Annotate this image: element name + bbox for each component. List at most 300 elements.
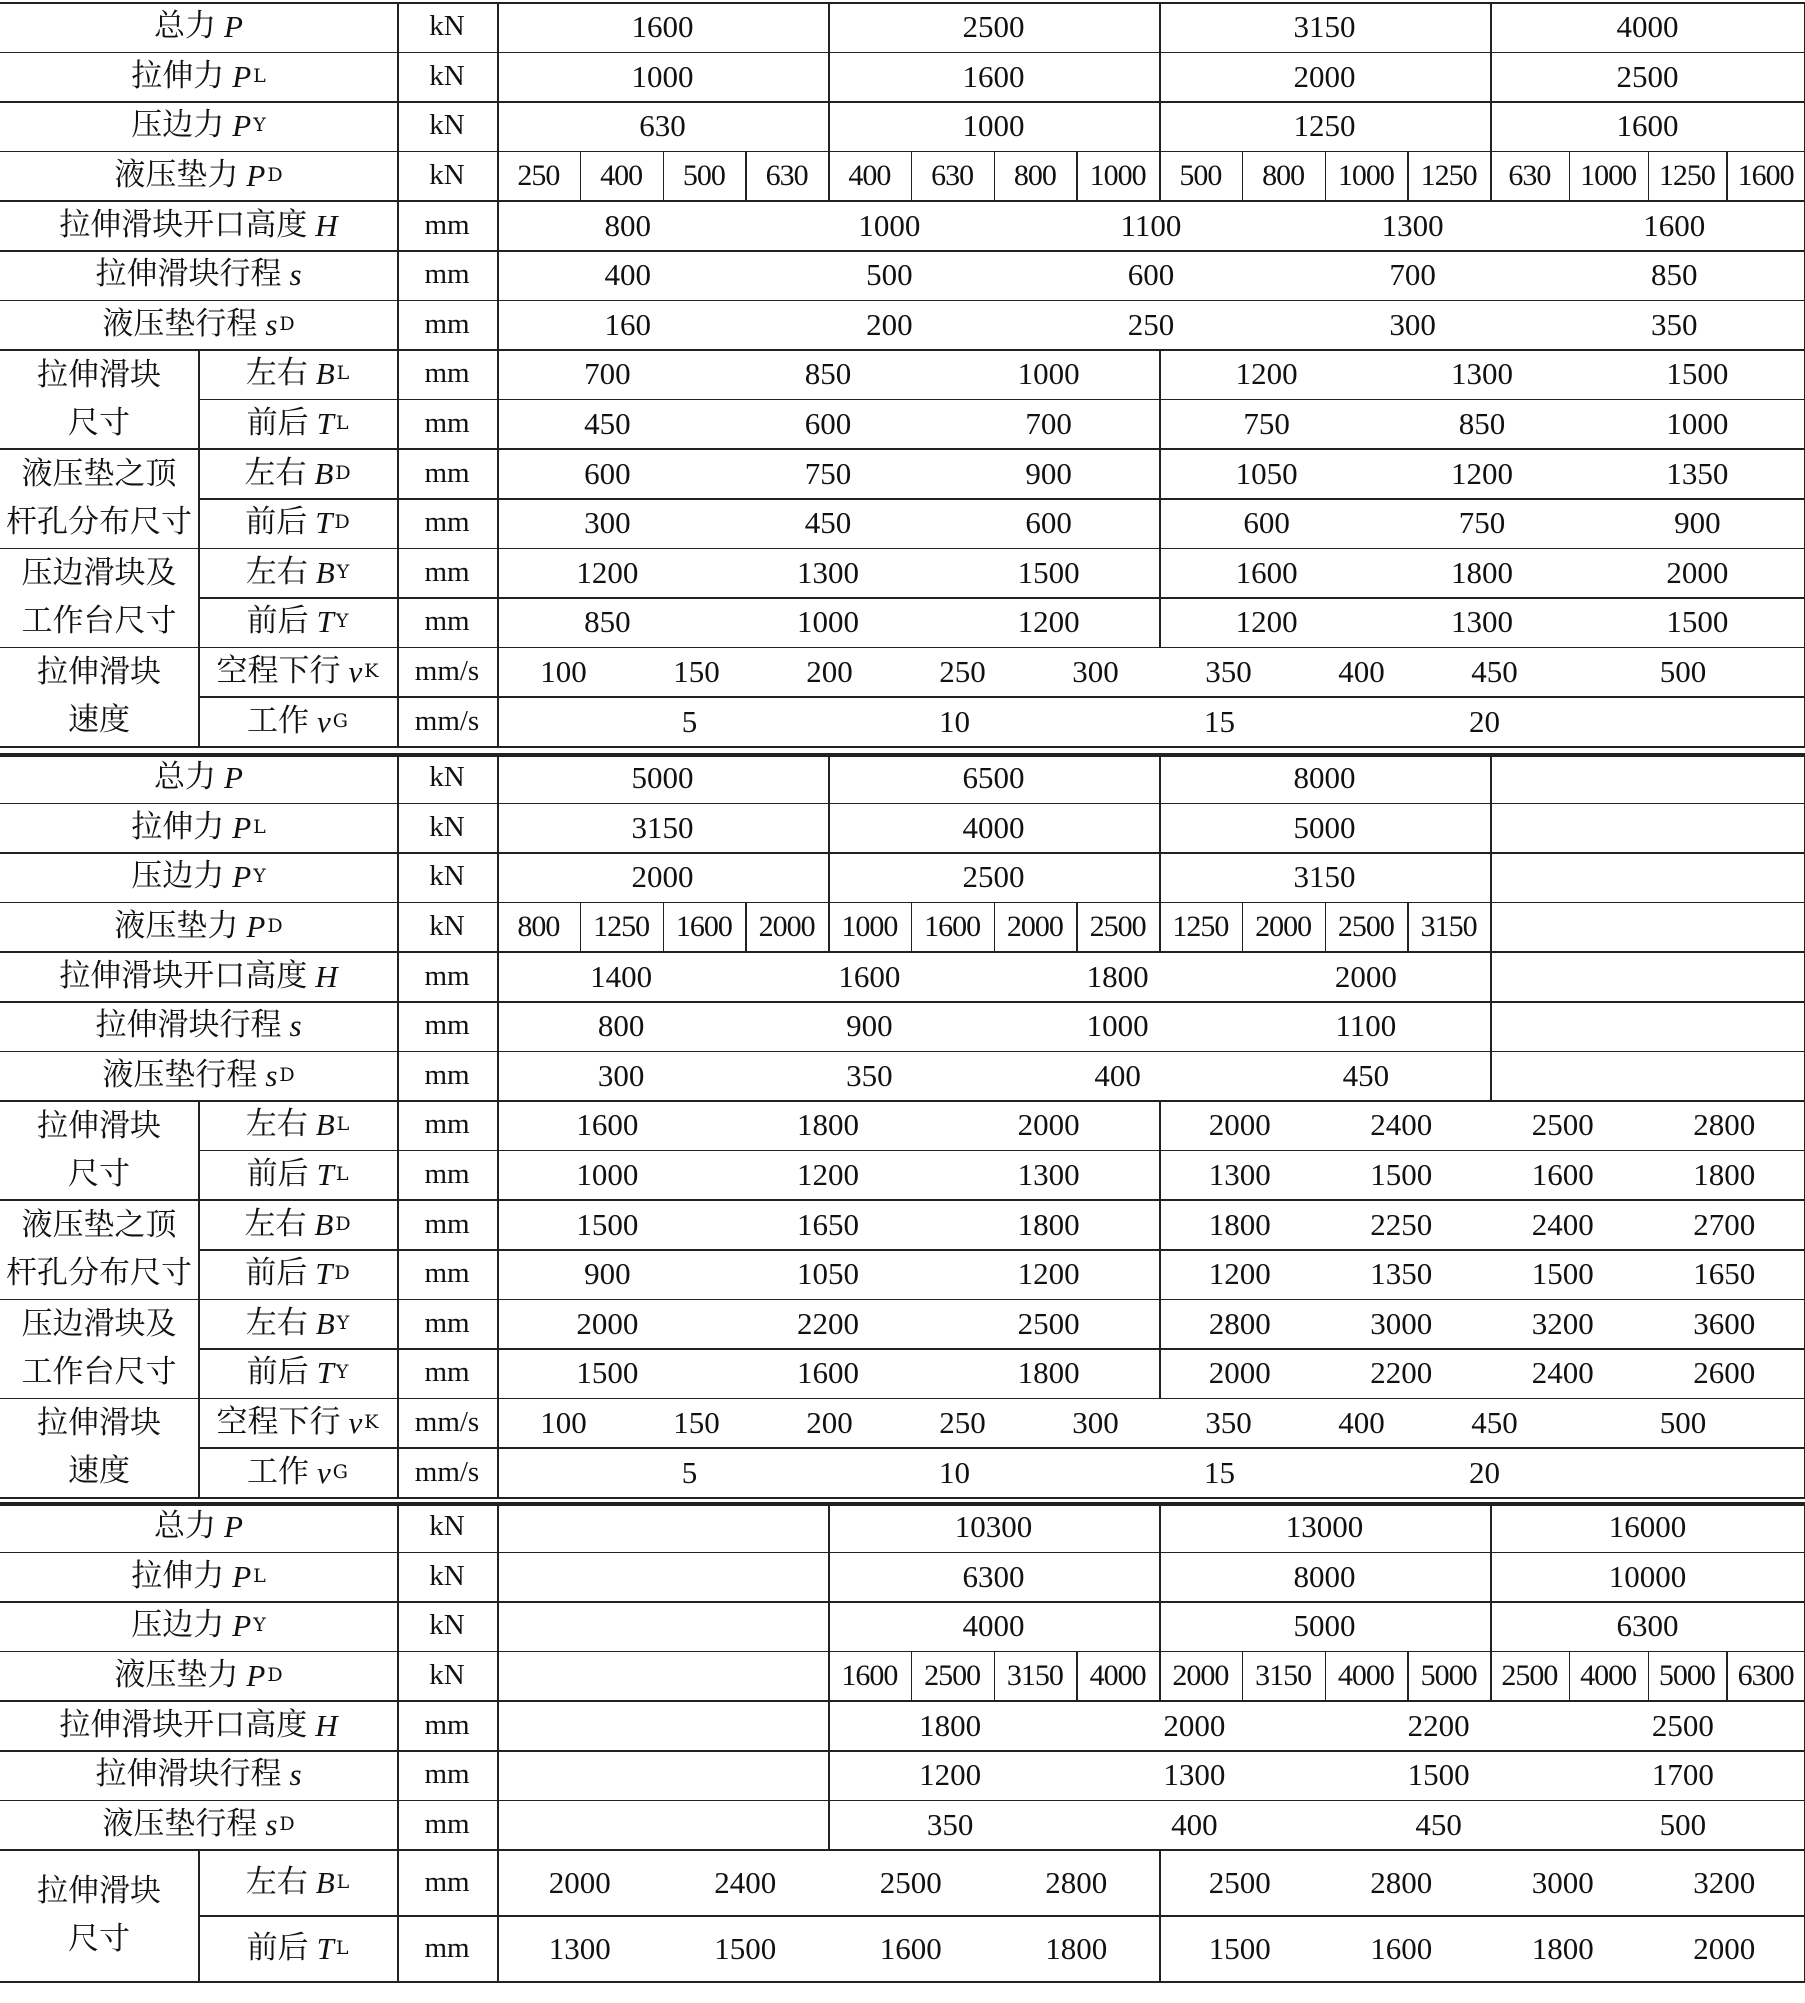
value-cell: 600: [1243, 505, 1290, 541]
value-cell: [1490, 803, 1805, 853]
col-border: [663, 902, 665, 952]
value-cell: 1600: [1737, 158, 1794, 192]
col-border: [1159, 1199, 1161, 1249]
label-subscript: L: [253, 815, 266, 838]
value-cell: 800: [604, 207, 652, 243]
value-cell: 500: [1179, 158, 1222, 192]
group-label: [0, 647, 198, 746]
value-cell: 900: [1674, 505, 1721, 541]
col-border: [397, 1249, 399, 1299]
value-cell: 1600: [879, 1930, 942, 1966]
label-symbol: H: [315, 958, 338, 994]
unit-cell: mm: [424, 1207, 470, 1240]
label-text: 左右: [245, 1863, 308, 1900]
label-subscript: D: [279, 1812, 295, 1835]
value-cell: 2400: [1531, 1206, 1594, 1242]
value-cell: 1000: [796, 604, 859, 640]
col-border: [1490, 1601, 1492, 1651]
label-subscript: D: [267, 164, 283, 187]
label-text: 左右: [245, 553, 308, 590]
value-cell: 1300: [1450, 604, 1513, 640]
value-cell: 2800: [1045, 1864, 1108, 1900]
col-border: [580, 151, 582, 201]
col-border: [1159, 1100, 1161, 1150]
param-label: [0, 951, 397, 1001]
value-cell: 1800: [1208, 1206, 1271, 1242]
label-text: 压边力: [131, 107, 225, 144]
col-border: [1490, 1651, 1492, 1701]
unit-cell: mm: [424, 506, 470, 539]
value-cell: 900: [1025, 455, 1072, 491]
col-border: [1159, 2, 1161, 52]
col-border: [497, 1398, 499, 1448]
value-cell: 1600: [1643, 207, 1706, 243]
group-label-line: 速度: [68, 702, 130, 739]
col-border: [828, 1750, 830, 1800]
label-text: 左右: [245, 1304, 308, 1341]
value-cell: 1600: [838, 958, 901, 994]
label-text: 工作: [247, 1453, 310, 1490]
value-cell: 1000: [858, 207, 921, 243]
col-border: [497, 951, 499, 1001]
label-symbol: v: [348, 1405, 363, 1441]
param-label: [0, 753, 397, 803]
col-border: [1490, 151, 1492, 201]
unit-cell: mm: [424, 407, 470, 440]
value-cell: 2500: [1531, 1107, 1594, 1143]
value-cell: 4000: [962, 809, 1025, 845]
group-label-line: 尺寸: [68, 1921, 130, 1958]
col-border: [1490, 1051, 1492, 1101]
label-text: 空程下行: [216, 1404, 341, 1441]
value-cell: 2800: [1208, 1305, 1271, 1341]
col-border: [1325, 1651, 1327, 1701]
value-cell: 1200: [1208, 1256, 1271, 1292]
value-cell: 300: [597, 1057, 645, 1093]
group-label-line: 拉伸滑块: [37, 1107, 161, 1144]
unit-cell: mm: [424, 1257, 470, 1290]
value-cell: 1300: [1381, 207, 1444, 243]
value-cell: 5: [681, 703, 698, 739]
value-cell: 850: [1458, 406, 1506, 442]
col-border: [497, 250, 499, 300]
value-cell: 1000: [1580, 158, 1637, 192]
label-subscript: L: [335, 412, 349, 435]
col-border: [397, 597, 399, 647]
value-cell: 8000: [1293, 760, 1356, 796]
label-symbol: P: [246, 158, 266, 194]
group-label-line: 液压垫之顶: [21, 1206, 177, 1243]
group-label-line: 尺寸: [68, 1155, 130, 1192]
label-subscript: D: [334, 1262, 350, 1285]
value-cell: 850: [584, 604, 631, 640]
col-border: [397, 1299, 399, 1349]
col-border: [497, 1849, 499, 1915]
value-cell: 1000: [631, 58, 694, 94]
col-border: [497, 1100, 499, 1150]
param-label: [0, 1800, 397, 1850]
value-cell: 1200: [796, 1157, 859, 1193]
value-cell: 3600: [1693, 1305, 1756, 1341]
label-symbol: P: [246, 1658, 266, 1694]
col-border: [397, 1447, 399, 1497]
col-border: [1159, 349, 1161, 399]
col-border: [1490, 803, 1492, 853]
value-cell: 1300: [1017, 1157, 1080, 1193]
value-cell: 1800: [1086, 958, 1149, 994]
group-label-line: 拉伸滑块: [37, 1873, 161, 1910]
col-border: [1490, 1502, 1492, 1552]
value-cell: 2500: [1208, 1864, 1271, 1900]
value-cell: 6300: [962, 1558, 1025, 1594]
label-text: 拉伸滑块开口高度: [59, 206, 308, 243]
col-border: [828, 1651, 830, 1701]
value-cell: 1100: [1120, 207, 1182, 243]
label-symbol: B: [314, 455, 334, 491]
col-border: [497, 52, 499, 102]
label-text: 前后: [246, 603, 309, 640]
value-cell: 450: [1342, 1057, 1390, 1093]
col-border: [828, 902, 830, 952]
col-border: [1648, 1651, 1650, 1701]
value-cell: 4000: [1580, 1658, 1637, 1692]
col-border: [1159, 1502, 1161, 1552]
col-border: [1325, 151, 1327, 201]
value-cell: 4000: [1089, 1658, 1146, 1692]
unit-cell: mm/s: [414, 1406, 480, 1439]
value-cell: 150: [673, 1405, 720, 1441]
label-symbol: s: [289, 1008, 302, 1044]
value-cell: 500: [1659, 1405, 1707, 1441]
label-text: 前后: [246, 405, 309, 442]
value-cell: 2400: [714, 1864, 777, 1900]
value-cell: 15: [1204, 1454, 1235, 1490]
value-cell: 630: [639, 108, 686, 144]
value-cell: 450: [804, 505, 852, 541]
value-cell: 300: [1072, 654, 1119, 690]
sub-label: [198, 1915, 397, 1981]
value-cell: 5000: [1658, 1658, 1715, 1692]
unit-cell: mm: [424, 1807, 470, 1840]
value-cell: 1200: [1450, 455, 1513, 491]
group-label-line: 杆孔分布尺寸: [6, 503, 192, 540]
label-symbol: H: [315, 207, 338, 243]
label-symbol: B: [315, 554, 335, 590]
value-cell: 20: [1469, 1454, 1500, 1490]
group-label-line: 压边滑块及: [21, 555, 177, 592]
value-cell: 8000: [1293, 1558, 1356, 1594]
unit-cell: mm: [424, 258, 470, 291]
col-border: [1407, 1651, 1409, 1701]
col-border: [397, 1800, 399, 1850]
col-border: [497, 1601, 499, 1651]
col-border: [663, 151, 665, 201]
value-cell: 1500: [1017, 554, 1080, 590]
col-border: [1648, 151, 1650, 201]
col-border: [397, 696, 399, 746]
col-border: [497, 1502, 499, 1552]
value-cell: 700: [1389, 257, 1436, 293]
value-cell: 2000: [1693, 1930, 1756, 1966]
col-border: [397, 349, 399, 399]
label-symbol: T: [316, 1930, 334, 1966]
value-cell: 600: [1127, 257, 1175, 293]
col-border: [397, 52, 399, 102]
sub-label: [198, 448, 397, 498]
col-border: [1159, 1249, 1161, 1299]
sub-label: [198, 1447, 397, 1497]
value-cell: 1600: [1616, 108, 1679, 144]
col-border: [1159, 1299, 1161, 1349]
value-cell: 450: [1471, 654, 1518, 690]
value-cell: 1600: [1370, 1930, 1433, 1966]
value-cell: 20: [1469, 703, 1500, 739]
label-symbol: P: [232, 1558, 252, 1594]
value-cell: 200: [806, 1405, 853, 1441]
col-border: [828, 852, 830, 902]
value-cell: 1500: [576, 1206, 639, 1242]
label-symbol: T: [316, 1355, 334, 1391]
label-subscript: Y: [335, 610, 349, 633]
value-cell: 1200: [1017, 604, 1080, 640]
param-label: [0, 1502, 397, 1552]
value-cell: 1250: [1420, 158, 1477, 192]
value-cell: 2500: [962, 9, 1025, 45]
unit-cell: mm: [424, 1356, 470, 1389]
value-cell: 1600: [796, 1355, 859, 1391]
col-border: [397, 753, 399, 803]
value-cell: 6500: [962, 760, 1025, 796]
sub-label: [198, 1249, 397, 1299]
value-cell: 2000: [1334, 958, 1397, 994]
col-border: [497, 1051, 499, 1101]
value-cell: 2500: [924, 1658, 981, 1692]
value-cell: 1250: [593, 909, 650, 943]
col-border: [497, 1552, 499, 1602]
group-label-line: 拉伸滑块: [37, 654, 161, 691]
value-cell: 1400: [590, 958, 653, 994]
label-text: 左右: [245, 1106, 308, 1143]
col-border: [497, 902, 499, 952]
col-border: [1159, 399, 1161, 449]
value-cell: 250: [939, 654, 986, 690]
value-cell: 6300: [1737, 1658, 1794, 1692]
col-border: [745, 902, 747, 952]
col-border: [1569, 1651, 1571, 1701]
value-cell: 1500: [1666, 604, 1729, 640]
label-text: 前后: [246, 1929, 309, 1966]
unit-cell: kN: [429, 1559, 465, 1592]
label-symbol: v: [317, 1454, 331, 1490]
col-border: [911, 151, 913, 201]
col-border: [497, 1750, 499, 1800]
label-subscript: D: [335, 461, 351, 484]
col-border: [828, 1601, 830, 1651]
sub-label: [198, 548, 397, 598]
col-border: [397, 1199, 399, 1249]
param-label: [0, 2, 397, 52]
col-border: [1159, 852, 1161, 902]
value-cell: 10: [939, 1454, 970, 1490]
value-cell: 300: [1072, 1405, 1119, 1441]
label-symbol: s: [265, 1806, 278, 1842]
col-border: [397, 300, 399, 350]
col-border: [397, 1915, 399, 1981]
col-border: [497, 101, 499, 151]
unit-cell: mm: [424, 605, 470, 638]
col-border: [1490, 1001, 1492, 1051]
group-label-line: 压边滑块及: [21, 1306, 177, 1343]
col-border: [1159, 1849, 1161, 1915]
label-subscript: D: [279, 1063, 295, 1086]
row-border: [0, 746, 1805, 748]
value-cell: 1350: [1666, 455, 1729, 491]
value-cell: 3150: [1420, 909, 1477, 943]
label-text: 拉伸滑块行程: [95, 256, 282, 293]
value-cell: 400: [1094, 1057, 1141, 1093]
label-subscript: Y: [335, 1361, 349, 1384]
group-label-line: 工作台尺寸: [21, 603, 177, 640]
value-cell: 900: [846, 1008, 893, 1044]
value-cell: 3150: [1255, 1658, 1312, 1692]
value-cell: 1800: [1531, 1930, 1594, 1966]
col-border: [1159, 448, 1161, 498]
unit-cell: mm: [424, 307, 470, 340]
value-cell: 1000: [962, 108, 1025, 144]
col-border: [1242, 902, 1244, 952]
value-cell: 1600: [962, 58, 1025, 94]
value-cell: 1600: [1235, 554, 1298, 590]
param-label: [0, 1651, 397, 1701]
value-cell: 800: [597, 1008, 645, 1044]
col-border: [497, 1249, 499, 1299]
label-subscript: K: [364, 660, 379, 683]
col-border: [1242, 151, 1244, 201]
value-cell: 1000: [1089, 158, 1146, 192]
label-symbol: T: [315, 505, 333, 541]
value-cell: 2500: [1651, 1707, 1714, 1743]
value-cell: 400: [1171, 1806, 1218, 1842]
label-subscript: Y: [253, 1614, 266, 1637]
unit-cell: mm: [424, 208, 470, 241]
value-cell: 2200: [1407, 1707, 1470, 1743]
label-symbol: P: [232, 58, 252, 94]
col-border: [828, 1552, 830, 1602]
value-cell: 2200: [796, 1305, 859, 1341]
param-label: [0, 300, 397, 350]
col-border: [497, 498, 499, 548]
col-border: [397, 151, 399, 201]
value-cell: 500: [1659, 1806, 1707, 1842]
value-cell: 630: [1508, 158, 1551, 192]
unit-cell: mm: [424, 456, 470, 489]
param-label: [0, 151, 397, 201]
sub-label: [198, 696, 397, 746]
col-border: [1159, 1552, 1161, 1602]
value-cell: 2600: [1693, 1355, 1756, 1391]
value-cell: 900: [584, 1256, 631, 1292]
unit-cell: kN: [429, 910, 465, 943]
label-symbol: T: [316, 406, 334, 442]
col-border: [497, 1447, 499, 1497]
value-cell: 10300: [954, 1509, 1033, 1545]
col-border: [497, 852, 499, 902]
value-cell: 1300: [548, 1930, 611, 1966]
value-cell: 4000: [962, 1608, 1025, 1644]
value-cell: 350: [1205, 1405, 1252, 1441]
value-cell: [497, 1601, 828, 1651]
unit-cell: mm: [424, 1306, 470, 1339]
value-cell: 1600: [841, 1658, 898, 1692]
label-subscript: G: [332, 709, 348, 732]
label-symbol: B: [315, 1864, 335, 1900]
value-cell: 1000: [841, 909, 898, 943]
value-cell: 2000: [1172, 1658, 1229, 1692]
value-cell: 1050: [796, 1256, 859, 1292]
label-text: 拉伸滑块开口高度: [59, 957, 308, 994]
param-label: [0, 200, 397, 250]
label-text: 液压垫行程: [102, 1805, 258, 1842]
value-cell: 3200: [1693, 1864, 1756, 1900]
value-cell: 200: [866, 306, 913, 342]
col-border: [1490, 101, 1492, 151]
value-cell: 150: [673, 654, 720, 690]
col-border: [1325, 902, 1327, 952]
label-text: 液压垫行程: [102, 1056, 258, 1093]
label-text: 总力: [154, 759, 217, 796]
sub-label: [198, 399, 397, 449]
col-border: [1076, 902, 1078, 952]
value-cell: 850: [804, 356, 852, 392]
col-border: [745, 151, 747, 201]
col-border: [497, 399, 499, 449]
value-cell: 350: [846, 1057, 893, 1093]
value-cell: 1300: [1450, 356, 1513, 392]
value-cell: 2500: [962, 859, 1025, 895]
value-cell: 1200: [919, 1757, 982, 1793]
label-text: 总力: [154, 8, 217, 45]
group-label: [0, 548, 198, 647]
col-border: [911, 1651, 913, 1701]
value-cell: 3150: [631, 809, 694, 845]
label-subscript: Y: [336, 560, 350, 583]
row-border: [0, 1497, 1805, 1499]
param-label: [0, 52, 397, 102]
value-cell: [497, 1552, 828, 1602]
value-cell: 700: [584, 356, 631, 392]
sub-label: [198, 349, 397, 399]
value-cell: 3000: [1370, 1305, 1433, 1341]
col-border: [1490, 951, 1492, 1001]
value-cell: 800: [1262, 158, 1305, 192]
col-border: [1159, 753, 1161, 803]
value-cell: 2500: [1337, 909, 1394, 943]
col-border: [397, 1100, 399, 1150]
col-border: [397, 1552, 399, 1602]
param-label: [0, 1700, 397, 1750]
col-border: [397, 2, 399, 52]
value-cell: 2400: [1370, 1107, 1433, 1143]
value-cell: 500: [866, 257, 913, 293]
label-text: 前后: [245, 1255, 308, 1292]
value-cell: 2000: [1163, 1707, 1226, 1743]
col-border: [1726, 1651, 1728, 1701]
value-cell: 400: [1338, 1405, 1385, 1441]
col-border: [1490, 902, 1492, 952]
value-cell: 1800: [1045, 1930, 1108, 1966]
value-cell: 3150: [1006, 1658, 1063, 1692]
sub-label: [198, 597, 397, 647]
